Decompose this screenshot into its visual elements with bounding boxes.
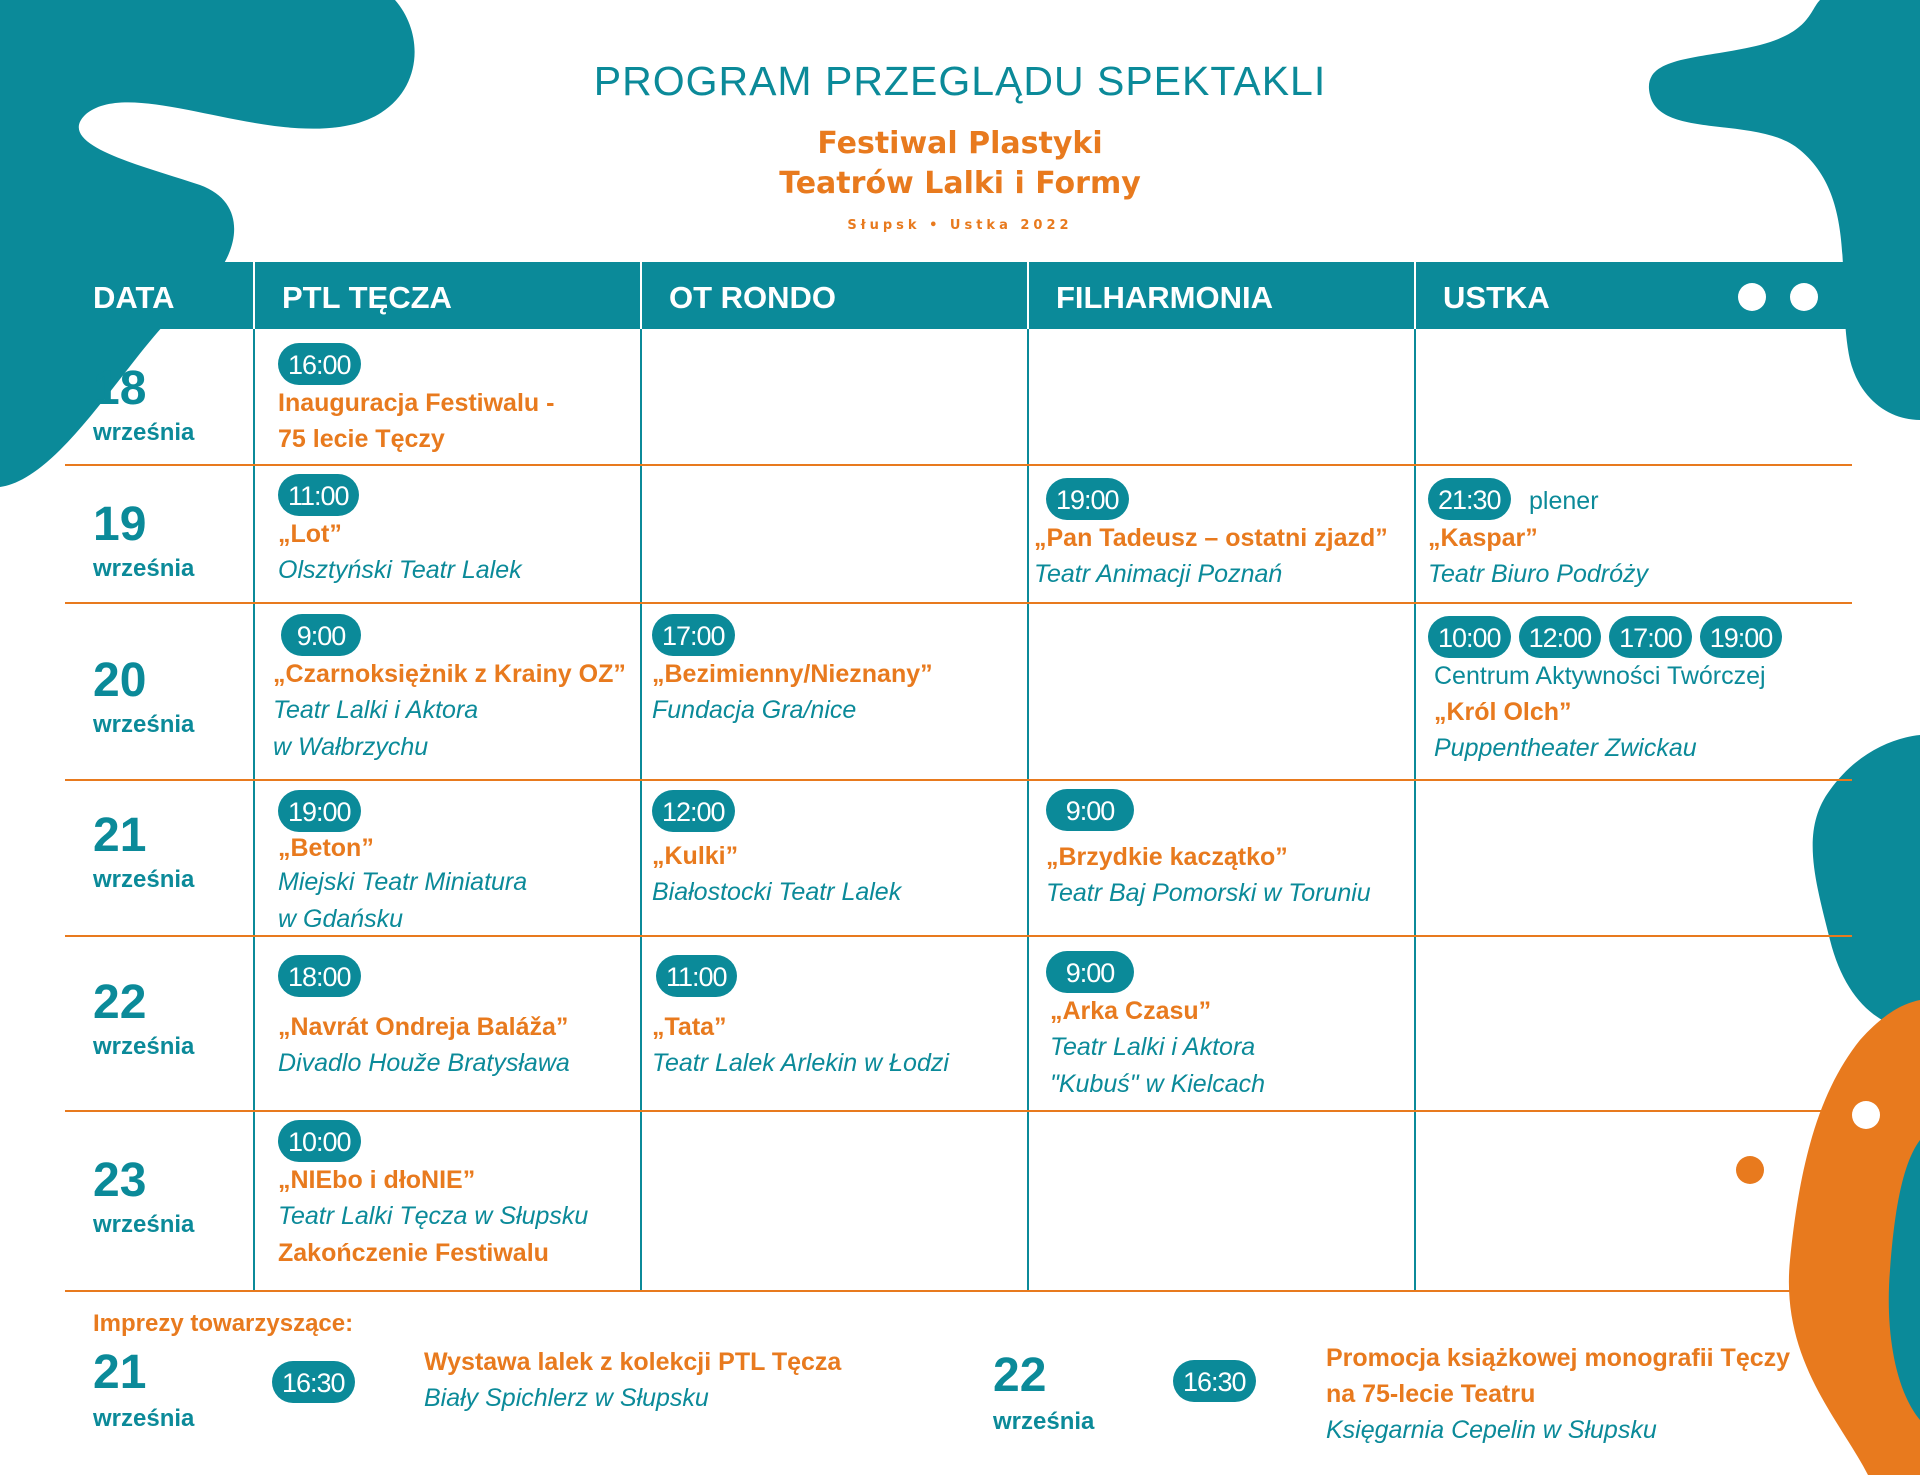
- event-venue: Teatr Lalki i Aktora: [1050, 1033, 1256, 1061]
- event-venue: Księgarnia Cepelin w Słupsku: [1326, 1416, 1657, 1444]
- event-venue: Białostocki Teatr Lalek: [652, 878, 902, 906]
- row-divider: [65, 1290, 1852, 1292]
- header-ptl-tecza: PTL TĘCZA: [282, 280, 452, 315]
- closing-note: Zakończenie Festiwalu: [278, 1239, 549, 1267]
- event-place: Centrum Aktywności Twórczej: [1434, 662, 1766, 690]
- companion-event-22: [1326, 1340, 1790, 1449]
- event-title: Inauguracja Festiwalu -: [278, 389, 555, 417]
- event-venue: Teatr Biuro Podróży: [1428, 560, 1649, 588]
- day-number: 18: [93, 362, 147, 415]
- day-number: 21: [93, 809, 147, 862]
- event-19-ustka: [1428, 478, 1648, 593]
- header-divider: [1027, 262, 1029, 329]
- event-venue: Olsztyński Teatr Lalek: [278, 556, 522, 584]
- orange-dot-decoration: [1736, 1156, 1764, 1184]
- event-title: „Czarnoksiężnik z Krainy OZ”: [273, 660, 626, 688]
- time-pill: 21:30: [1428, 478, 1511, 520]
- row-divider: [65, 779, 1852, 781]
- event-venue: Biały Spichlerz w Słupsku: [424, 1384, 709, 1412]
- day-cell-18: [93, 364, 194, 448]
- day-number: 19: [93, 498, 147, 551]
- page-title: PROGRAM PRZEGLĄDU SPEKTAKLI: [593, 58, 1327, 104]
- event-venue: Teatr Lalki i Aktora: [273, 696, 479, 724]
- row-divider: [65, 464, 1852, 466]
- event-23-ptl-tecza: [278, 1120, 588, 1271]
- event-20-ustka: [1428, 616, 1782, 767]
- festival-logo: [0, 124, 1920, 233]
- event-venue: Teatr Lalek Arlekin w Łodzi: [652, 1049, 949, 1077]
- event-title: na 75-lecie Teatru: [1326, 1380, 1536, 1408]
- day-cell-21: [93, 811, 194, 895]
- logo-line-2: Teatrów Lalki i Formy: [779, 166, 1141, 201]
- time-pill: 12:00: [1519, 616, 1602, 658]
- event-title: „NIEbo i dłoNIE”: [278, 1166, 476, 1194]
- time-pill: 11:00: [278, 474, 359, 516]
- event-18-ptl-tecza: [278, 343, 554, 457]
- event-venue: w Wałbrzychu: [273, 733, 429, 761]
- day-number: 21: [93, 1346, 147, 1399]
- companion-time-21: [272, 1361, 355, 1403]
- time-pill: 19:00: [278, 790, 361, 832]
- day-number: 22: [993, 1349, 1047, 1402]
- time-pill: 10:00: [278, 1120, 361, 1162]
- time-pill: 9:00: [281, 614, 361, 656]
- time-pill: 9:00: [1046, 789, 1134, 831]
- companion-day-21: [93, 1348, 194, 1434]
- time-pill: 19:00: [1046, 478, 1129, 520]
- day-month: września: [93, 419, 195, 446]
- day-cell-19: [93, 500, 194, 584]
- day-month: września: [93, 711, 195, 738]
- event-20-ptl-tecza: [273, 614, 626, 766]
- event-title: „Kaspar”: [1428, 524, 1538, 552]
- header-divider: [640, 262, 642, 329]
- row-divider: [65, 602, 1852, 604]
- time-pill-group: [1428, 616, 1782, 658]
- time-pill: 19:00: [1700, 616, 1783, 658]
- time-pill: 9:00: [1046, 951, 1134, 993]
- day-month: września: [93, 1033, 195, 1060]
- event-venue: "Kubuś" w Kielcach: [1050, 1070, 1266, 1098]
- event-title: „Navrát Ondreja Baláža”: [278, 1013, 569, 1041]
- event-22-ptl-tecza: [278, 955, 570, 1082]
- event-venue: Puppentheater Zwickau: [1434, 734, 1697, 762]
- event-title: „Pan Tadeusz – ostatni zjazd”: [1034, 524, 1388, 552]
- event-20-ot-rondo: [652, 614, 933, 729]
- column-divider: [640, 329, 642, 1292]
- companion-day-22: [993, 1351, 1094, 1437]
- day-number: 20: [93, 654, 147, 707]
- event-title: 75 lecie Tęczy: [278, 425, 445, 453]
- day-month: września: [93, 555, 195, 582]
- day-number: 22: [93, 976, 147, 1029]
- row-divider: [65, 1110, 1852, 1112]
- companion-time-22: [1173, 1360, 1256, 1402]
- header-dot: [1790, 283, 1818, 311]
- event-note: plener: [1529, 487, 1599, 515]
- event-venue: Fundacja Gra/nice: [652, 696, 857, 724]
- time-pill: 16:30: [272, 1361, 355, 1403]
- event-venue: Miejski Teatr Miniatura: [278, 868, 528, 896]
- day-cell-20: [93, 656, 194, 740]
- header-divider: [1414, 262, 1416, 329]
- day-cell-22: [93, 978, 194, 1062]
- event-title: Wystawa lalek z kolekcji PTL Tęcza: [424, 1348, 842, 1376]
- time-pill: 12:00: [652, 790, 735, 832]
- event-venue: Teatr Baj Pomorski w Toruniu: [1046, 879, 1371, 907]
- event-21-ot-rondo: [652, 790, 901, 911]
- event-22-filharmonia: [1046, 951, 1265, 1103]
- logo-line-1: Festiwal Plastyki: [817, 126, 1103, 161]
- header-ustka: USTKA: [1443, 280, 1550, 315]
- day-number: 23: [93, 1154, 147, 1207]
- column-divider: [1414, 329, 1416, 1292]
- event-title: „Brzydkie kaczątko”: [1046, 843, 1288, 871]
- companion-event-21: [424, 1344, 841, 1417]
- event-venue: Teatr Lalki Tęcza w Słupsku: [278, 1202, 589, 1230]
- time-pill: 11:00: [656, 955, 737, 997]
- event-19-ptl-tecza: [278, 474, 522, 589]
- header-date: DATA: [93, 280, 175, 315]
- event-venue: Teatr Animacji Poznań: [1034, 560, 1283, 588]
- event-title: „Arka Czasu”: [1050, 997, 1212, 1025]
- header-ot-rondo: OT RONDO: [669, 280, 837, 315]
- event-21-ptl-tecza: [278, 790, 527, 938]
- time-pill: 17:00: [1609, 616, 1692, 658]
- event-title: „Kulki”: [652, 842, 739, 870]
- time-pill: 10:00: [1428, 616, 1511, 658]
- event-21-filharmonia: [1046, 789, 1371, 912]
- event-title: „Bezimienny/Nieznany”: [652, 660, 933, 688]
- column-divider: [253, 329, 255, 1292]
- time-pill: 16:00: [278, 343, 361, 385]
- event-venue: Divadlo Houže Bratysława: [278, 1049, 570, 1077]
- day-month: września: [993, 1408, 1095, 1435]
- header-divider: [253, 262, 255, 329]
- event-19-filharmonia: [1034, 478, 1388, 593]
- event-title: „Lot”: [278, 520, 342, 548]
- time-pill: 17:00: [652, 614, 735, 656]
- header-dot: [1738, 283, 1766, 311]
- day-month: września: [93, 1211, 195, 1238]
- logo-line-3: Słupsk • Ustka 2022: [847, 218, 1073, 233]
- day-month: września: [93, 866, 195, 893]
- day-cell-23: [93, 1156, 194, 1240]
- event-title: „Tata”: [652, 1013, 727, 1041]
- event-title: Promocja książkowej monografii Tęczy: [1326, 1344, 1791, 1372]
- companion-events-label: Imprezy towarzyszące:: [93, 1310, 354, 1337]
- column-divider: [1027, 329, 1029, 1292]
- event-22-ot-rondo: [652, 955, 949, 1082]
- time-pill: 16:30: [1173, 1360, 1256, 1402]
- day-month: września: [93, 1405, 195, 1432]
- event-title: „Król Olch”: [1434, 698, 1572, 726]
- event-title: „Beton”: [278, 834, 374, 862]
- white-dot-decoration: [1852, 1101, 1880, 1129]
- time-pill: 18:00: [278, 955, 361, 997]
- header-filharmonia: FILHARMONIA: [1056, 280, 1273, 315]
- event-venue: w Gdańsku: [278, 905, 404, 933]
